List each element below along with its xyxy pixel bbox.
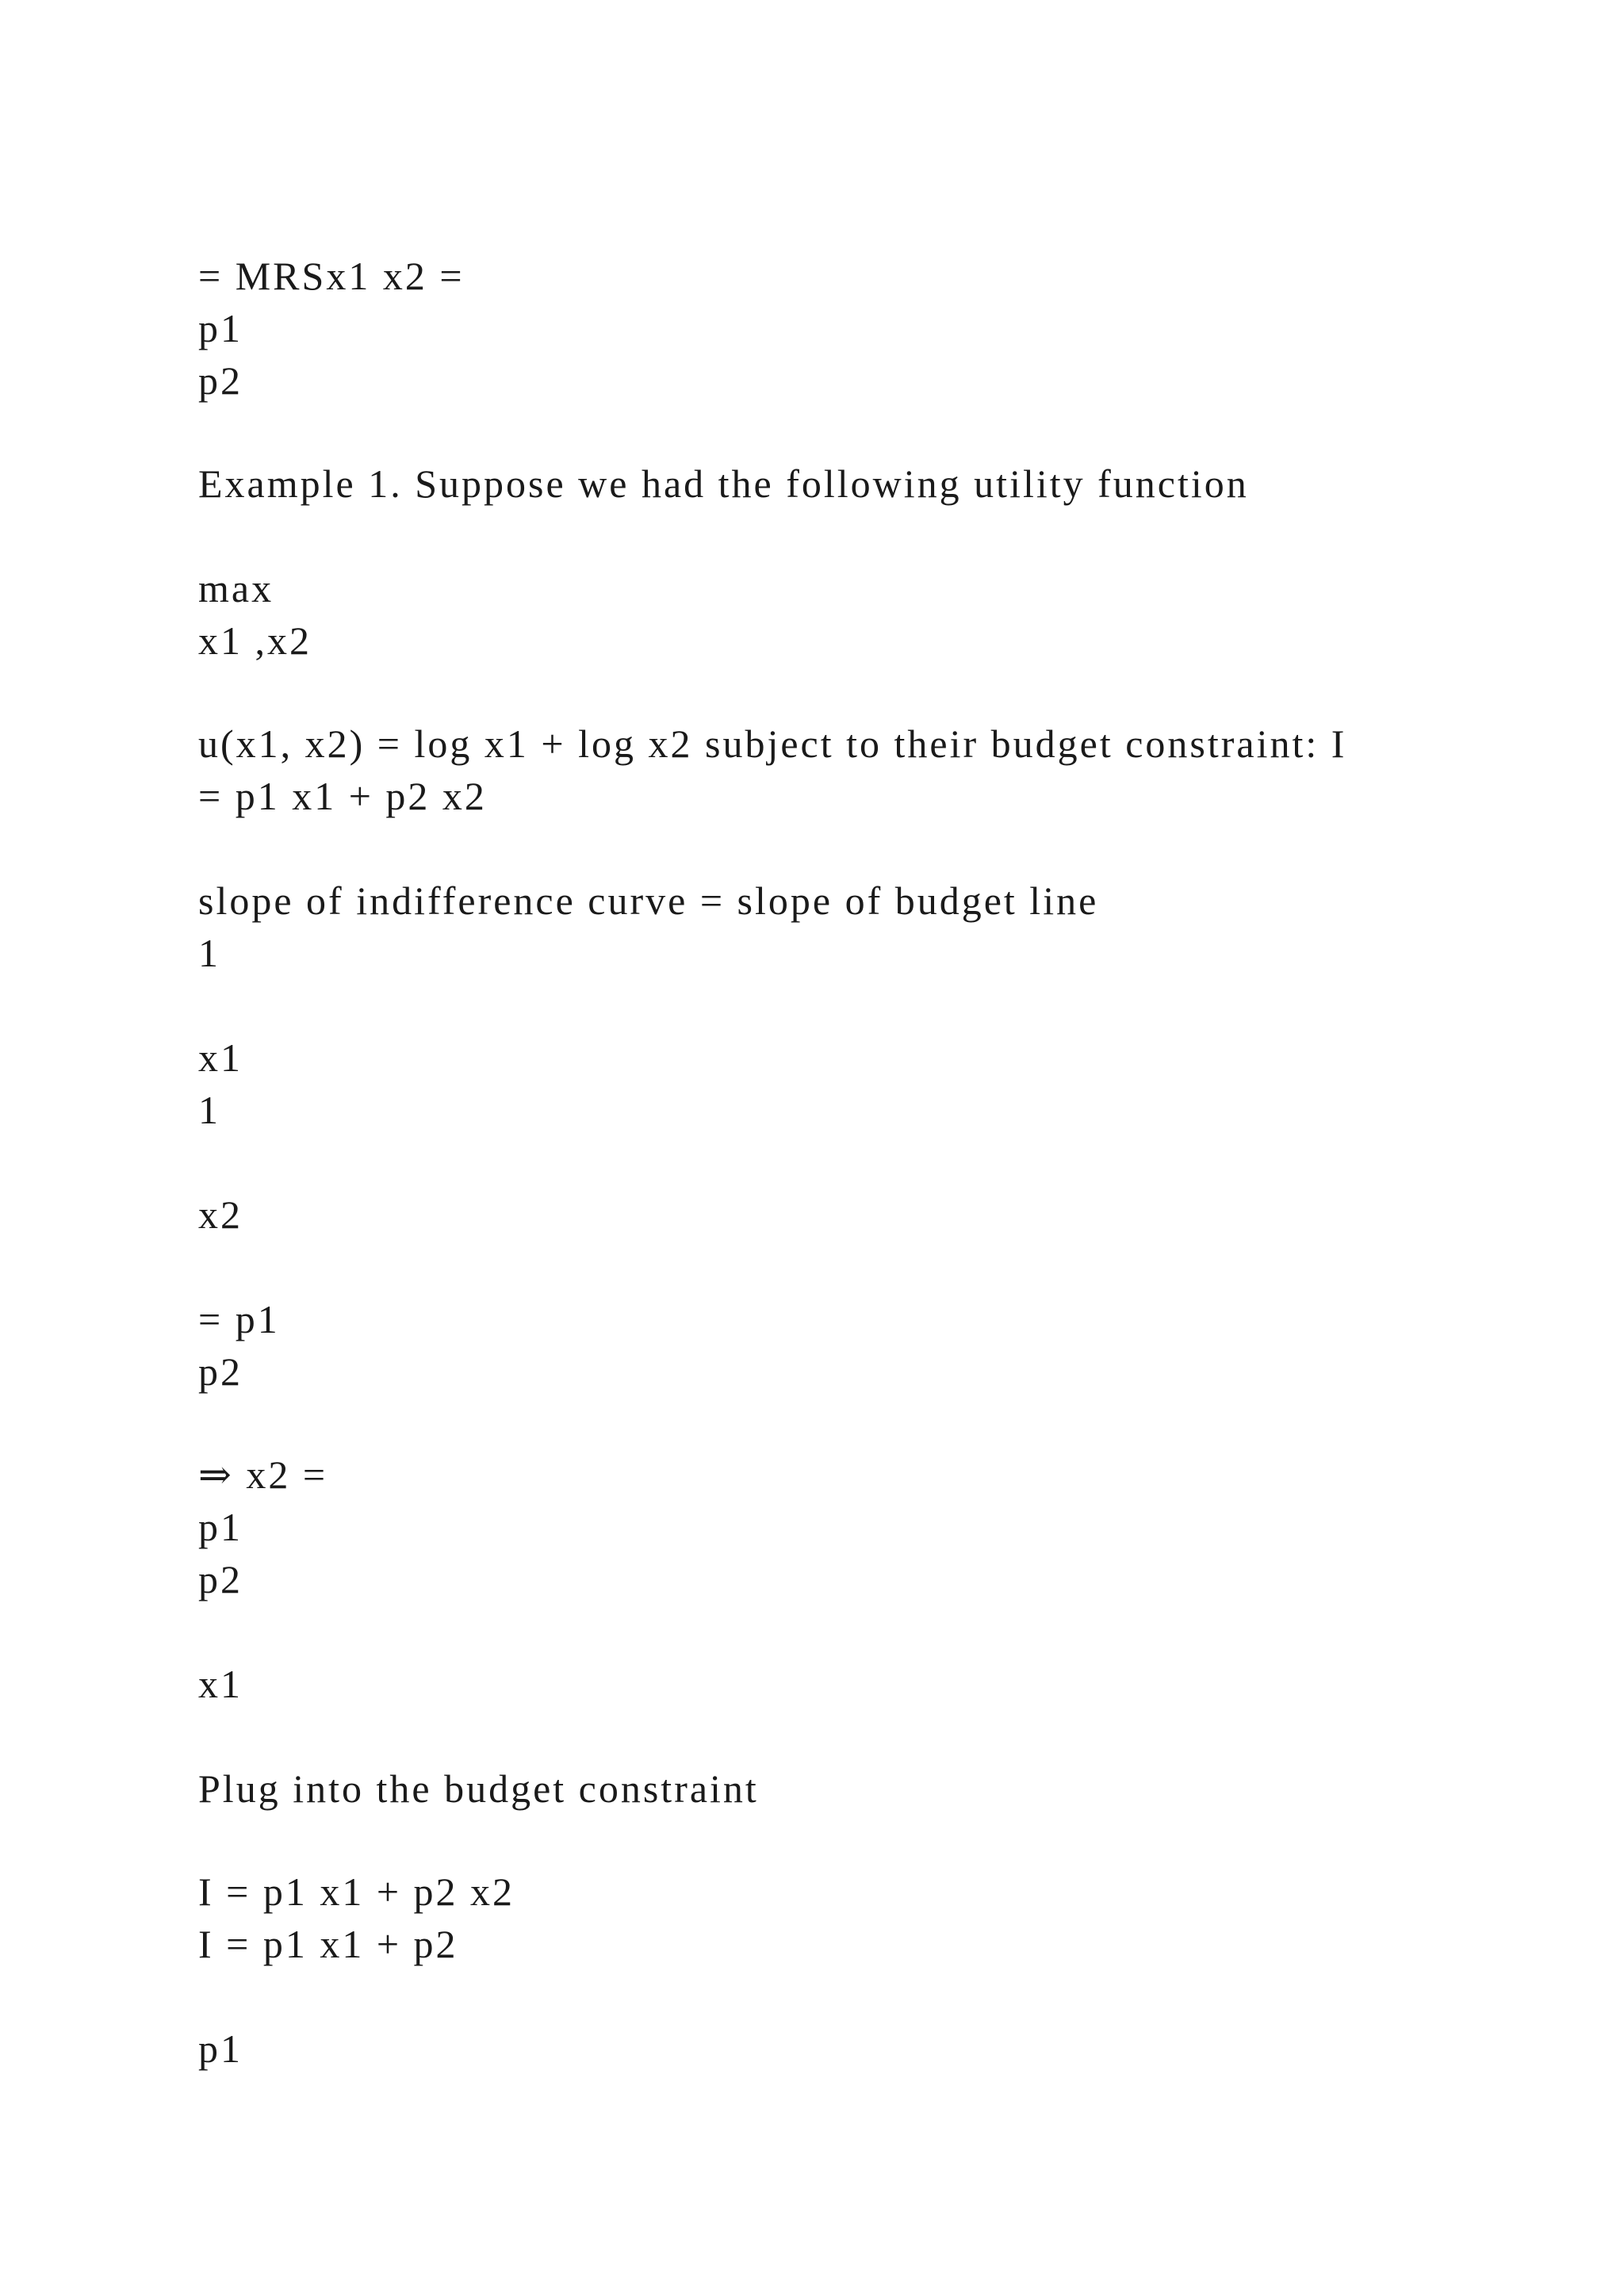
fraction-numerator-1b: 1 (198, 1088, 220, 1132)
budget-equation-2: I = p1 x1 + p2 (198, 1922, 458, 1966)
ratio-denominator-p2: p2 (198, 1557, 243, 1601)
fraction-numerator-1a: 1 (198, 931, 220, 975)
budget-equation-1: I = p1 x1 + p2 x2 (198, 1869, 515, 1914)
denominator-p2: p2 (198, 1349, 243, 1394)
fraction-denominator-x1: x1 (198, 1035, 243, 1080)
utility-function-line: u(x1, x2) = log x1 + log x2 subject to their budget constraint: I (198, 721, 1347, 766)
equation-line-mrs: = MRSx1 x2 = (198, 254, 465, 298)
plug-in-heading: Plug into the budget constraint (198, 1766, 759, 1811)
implies-x2: ⇒ x2 = (198, 1452, 328, 1497)
trailing-p1: p1 (198, 2026, 243, 2071)
ratio-numerator-p1: p1 (198, 1505, 243, 1549)
fraction-denominator-p2: p2 (198, 358, 243, 403)
fraction-numerator-p1: p1 (198, 306, 243, 350)
times-x1: x1 (198, 1662, 243, 1706)
slope-equality-line: slope of indifference curve = slope of budget line (198, 878, 1099, 923)
max-subscript: x1 ,x2 (198, 618, 312, 663)
max-operator: max (198, 566, 274, 610)
equals-p1: = p1 (198, 1297, 280, 1341)
fraction-denominator-x2: x2 (198, 1192, 243, 1237)
example-heading: Example 1. Suppose we had the following utility function (198, 461, 1249, 506)
budget-constraint-line: = p1 x1 + p2 x2 (198, 774, 487, 818)
